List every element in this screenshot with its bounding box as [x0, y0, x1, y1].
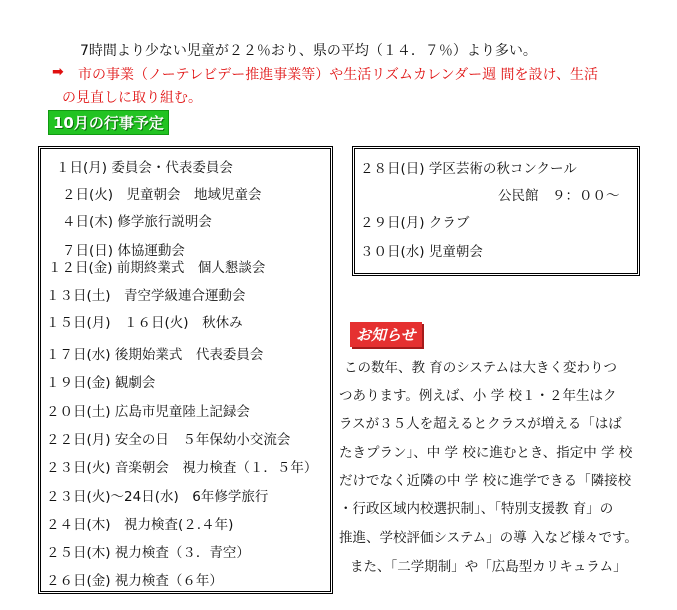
schedule-item: ２５日(木) 視力検査（３．青空） [46, 545, 250, 561]
schedule-item: １２日(金) 前期終業式 個人懇談会 [48, 260, 266, 276]
notice-line: この数年、教 育のシステムは大きく変わりつ [344, 360, 617, 376]
schedule-title: 10月の行事予定 [48, 110, 169, 135]
notice-line: また、「二学期制」や「広島型カリキュラム」 [350, 559, 627, 575]
intro-line-2: 市の事業（ノーテレビデー推進事業等）や生活リズムカレンダー週 間を設け、生活 [78, 67, 598, 83]
schedule-item: １３日(土) 青空学級連合運動会 [46, 288, 246, 304]
schedule-item: ２日(火) 児童朝会 地域児童会 [62, 187, 262, 203]
arrow-right-icon: ➡ [52, 64, 64, 80]
schedule-item: ２０日(土) 広島市児童陸上記録会 [46, 404, 250, 420]
schedule-item: １日(月) 委員会・代表委員会 [56, 160, 233, 176]
intro-line-1: 7時間より少ない児童が２２％おり、県の平均（１４．７％）より多い。 [80, 43, 537, 59]
notice-line: つあります。例えば、小 学 校１・２年生はク [339, 388, 617, 404]
schedule-item: ４日(木) 修学旅行説明会 [62, 214, 212, 230]
notice-title: お知らせ [350, 322, 422, 347]
notice-line: ・行政区域内校選択制」、「特別支援教 育」の [339, 501, 614, 517]
schedule-item: ３０日(水) 児童朝会 [360, 244, 483, 260]
intro-line-3: の見直しに取り組む。 [62, 90, 202, 106]
schedule-item: ２９日(月) クラブ [360, 215, 470, 231]
schedule-item: 公民館 ９：００～ [498, 188, 620, 204]
schedule-item: １７日(水) 後期始業式 代表委員会 [46, 347, 264, 363]
schedule-item: ２６日(金) 視力検査（６年） [46, 573, 223, 589]
schedule-item: ２２日(月) 安全の日 ５年保幼小交流会 [46, 432, 291, 448]
notice-line: 推進、学校評価システム」の導 入など様々です。 [339, 530, 638, 546]
schedule-item: ７日(日) 体協運動会 [62, 243, 185, 259]
schedule-item: ２８日(日) 学区芸術の秋コンクール [360, 161, 577, 177]
schedule-item: １５日(月) １６日(火) 秋休み [46, 315, 243, 331]
notice-line: たきプラン」、中 学 校に進むとき、指定中 学 校 [339, 445, 633, 461]
notice-line: だけでなく近隣の中 学 校に進学できる「隣接校 [339, 473, 632, 489]
schedule-item: ２４日(木) 視力検査(２.４年) [46, 517, 234, 533]
schedule-item: ２３日(火) 音楽朝会 視力検査（１．５年） [46, 460, 318, 476]
schedule-item: ２３日(火)～24日(水) 6年修学旅行 [46, 489, 269, 505]
schedule-item: １９日(金) 観劇会 [46, 375, 156, 391]
notice-line: ラスが３５人を超えるとクラスが増える「はば [339, 416, 622, 432]
